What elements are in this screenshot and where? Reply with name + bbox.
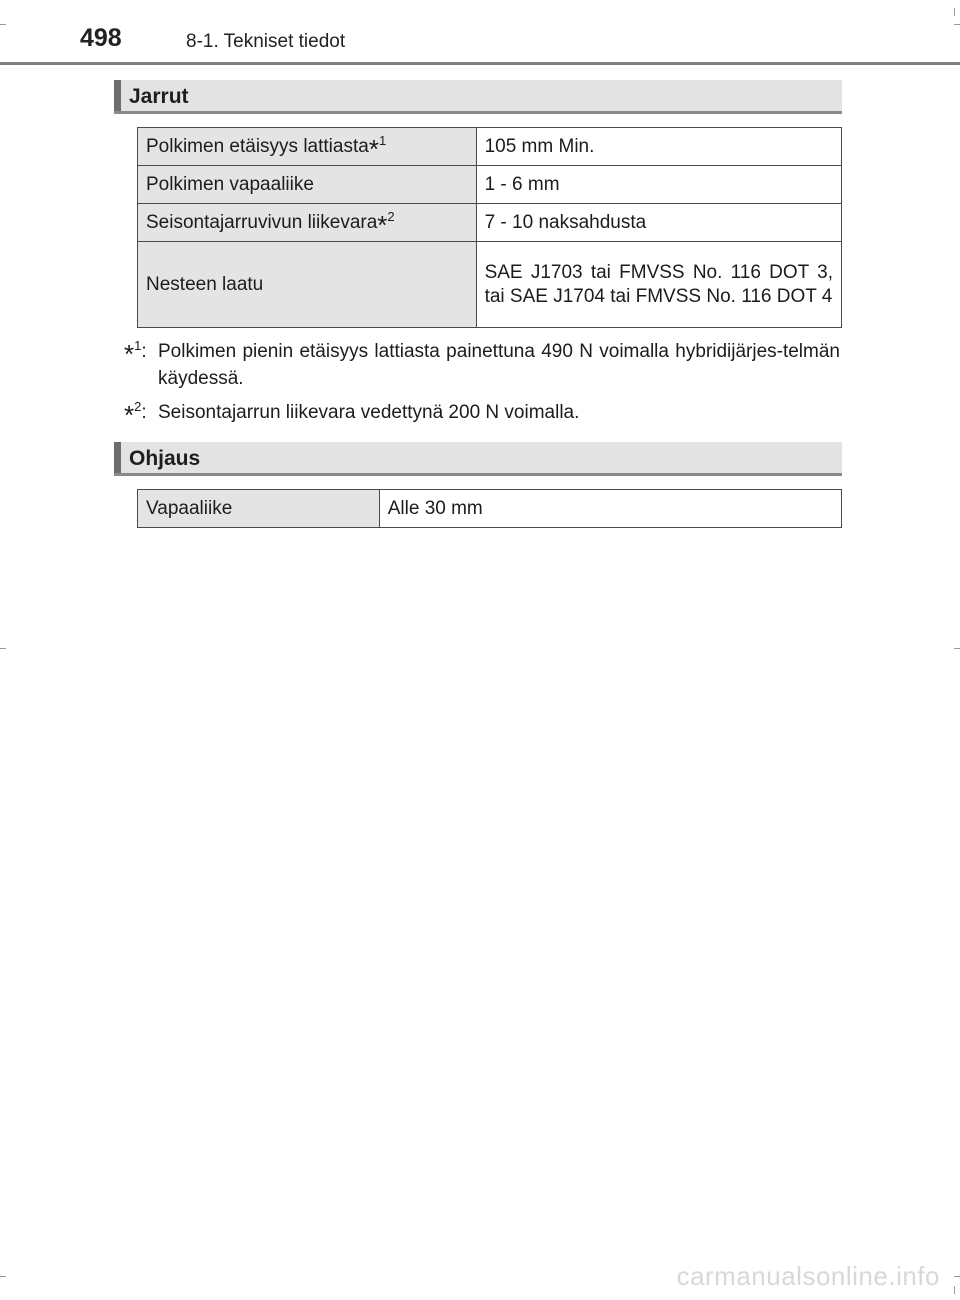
section-heading-steering	[114, 442, 842, 476]
footnote	[124, 399, 840, 430]
footnote-text: Polkimen pienin etäisyys lattiasta painettuna 490 N voimalla hybridijärjes-telmän käydessä.	[158, 341, 840, 389]
crop-mark	[954, 1286, 955, 1294]
heading-accent-bar	[114, 80, 121, 111]
spec-value: SAE J1703 tai FMVSS No. 116 DOT 3, tai SAE J1704 tai FMVSS No. 116 DOT 4	[476, 242, 841, 328]
spec-value: Alle 30 mm	[379, 490, 841, 528]
table-row	[138, 128, 842, 166]
table-row	[138, 166, 842, 204]
page-header	[0, 0, 960, 66]
section-heading-brakes	[114, 80, 842, 114]
footnote-ref: 1	[378, 132, 387, 148]
table-row	[138, 242, 842, 328]
page-number: 498	[80, 24, 122, 52]
footnote-asterisk: *	[124, 400, 135, 430]
spec-label-text: Polkimen etäisyys lattiasta	[146, 135, 369, 157]
table-row	[138, 490, 842, 528]
crop-mark	[0, 1276, 6, 1277]
footnote-text: Seisontajarrun liikevara vedettynä 200 N voimalla.	[158, 402, 580, 423]
spec-label: Vapaaliike	[138, 490, 380, 528]
brakes-spec-table	[137, 127, 842, 328]
header-rule	[0, 62, 960, 65]
spec-value: 105 mm Min.	[476, 128, 841, 166]
spec-label-text: Seisontajarruvivun liikevara	[146, 211, 378, 233]
crop-mark	[954, 1276, 960, 1277]
section-title: Jarrut	[129, 85, 189, 108]
footnote-ref: 2	[387, 208, 395, 224]
spec-label: Polkimen vapaaliike	[138, 166, 477, 204]
footnote-asterisk: *	[368, 133, 379, 164]
spec-label	[138, 128, 477, 166]
spec-value: 1 - 6 mm	[476, 166, 841, 204]
footnote-mark: *$^1$:	[124, 338, 147, 369]
section-reference: 8-1. Tekniset tiedot	[186, 31, 346, 52]
steering-spec-table	[137, 489, 842, 528]
footnote-asterisk: *	[124, 339, 135, 369]
footnote-mark: *$^2$:	[124, 399, 147, 430]
footnote-asterisk: *	[377, 209, 388, 240]
footnote-number: 2	[134, 399, 142, 414]
footnote-number: 1	[134, 338, 142, 353]
table-row	[138, 204, 842, 242]
footnote	[124, 338, 840, 392]
spec-label	[138, 204, 477, 242]
heading-accent-bar	[114, 442, 121, 473]
crop-mark	[0, 648, 6, 649]
spec-label: Nesteen laatu	[138, 242, 477, 328]
spec-value: 7 - 10 naksahdusta	[476, 204, 841, 242]
section-title: Ohjaus	[129, 447, 201, 470]
watermark: carmanualsonline.info	[676, 1261, 940, 1291]
crop-mark	[954, 648, 960, 649]
